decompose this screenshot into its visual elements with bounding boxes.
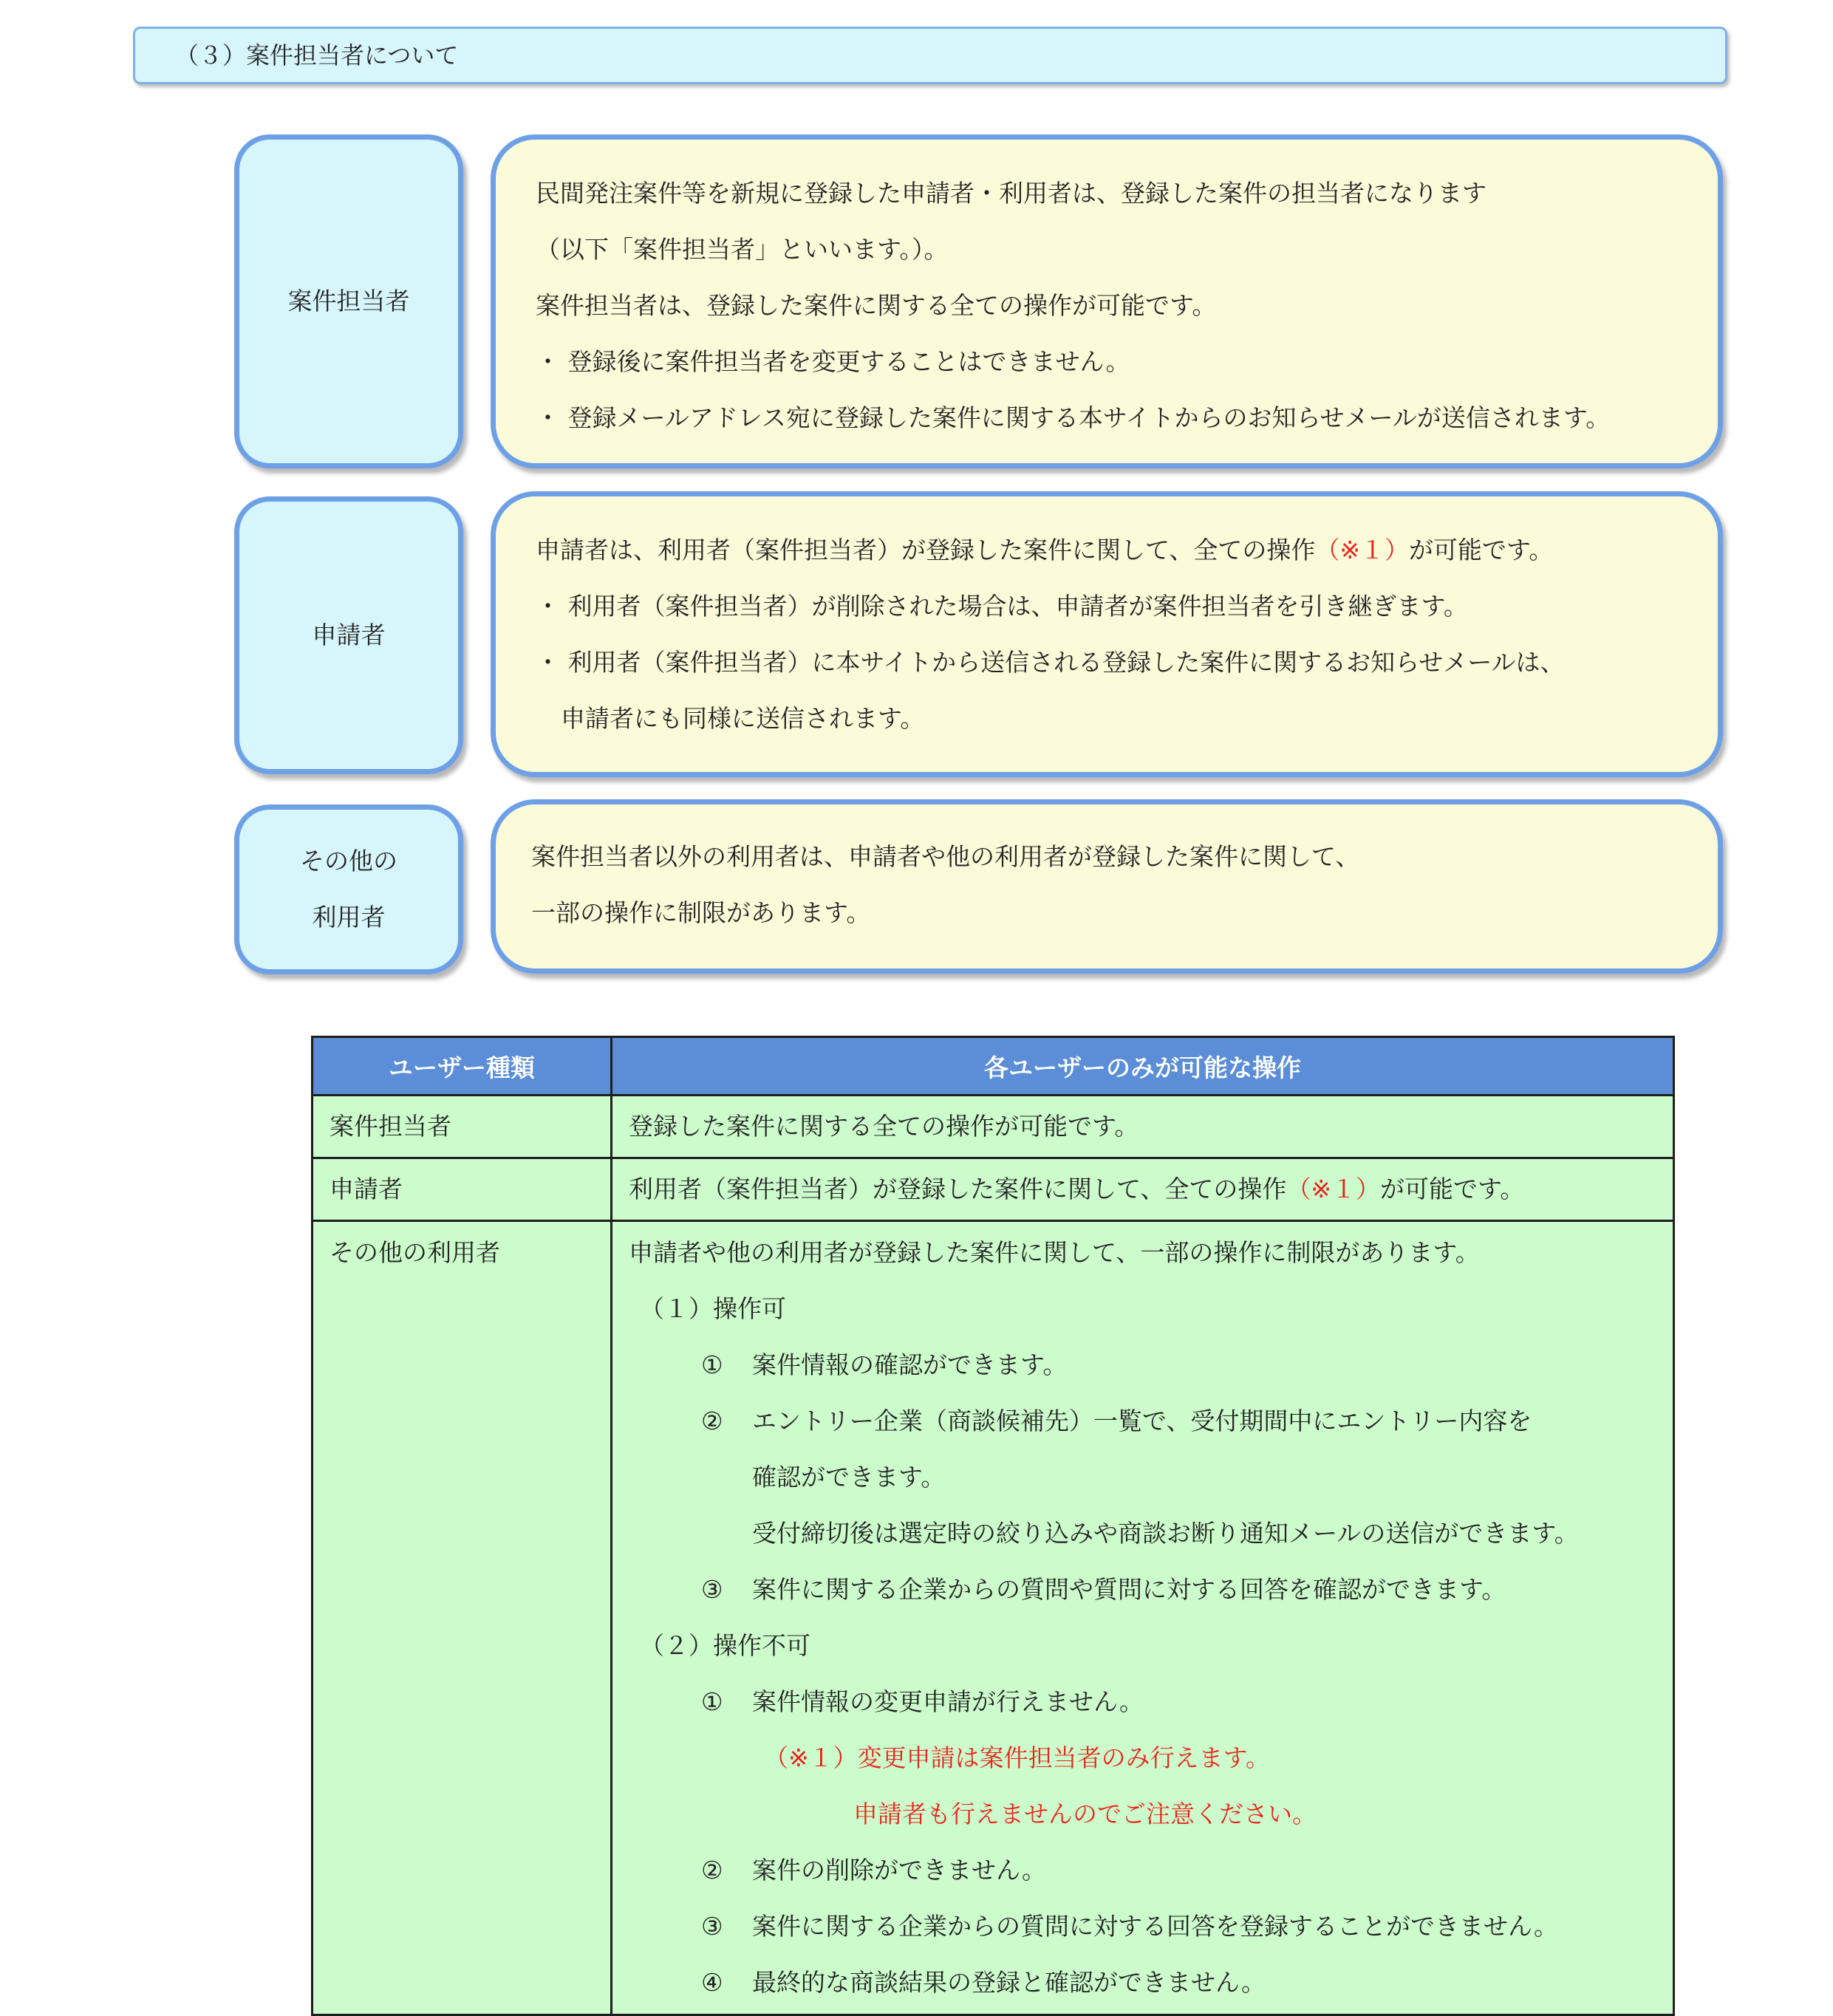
role-label: 利用者: [312, 903, 386, 932]
item-number: ①: [701, 1350, 723, 1379]
item-number: ③: [701, 1575, 723, 1604]
table-row: [313, 1221, 1674, 2015]
role-label: 案件担当者: [287, 287, 410, 315]
operation-cell: [612, 1158, 1674, 1221]
user-type-cell: 案件担当者: [313, 1096, 612, 1158]
allowed-item: [629, 1562, 1673, 1618]
item-number: ①: [701, 1687, 723, 1716]
user-type-cell: その他の利用者: [313, 1221, 612, 2015]
desc-box-applicant: [491, 491, 1723, 777]
desc-line: 民間発注案件等を新規に登録した申請者・利用者は、登録した案件の担当者になります: [536, 179, 1486, 208]
note-ref: （※１）: [1286, 1175, 1380, 1203]
denied-item: [629, 1674, 1673, 1730]
column-header: ユーザー種類: [313, 1037, 612, 1096]
role-box-applicant: [234, 496, 463, 774]
denied-item: [629, 1899, 1673, 1955]
item-text: 最終的な商談結果の登録と確認ができません。: [752, 1968, 1266, 1997]
desc-line: ・ 登録後に案件担当者を変更することはできません。: [536, 347, 1130, 376]
allowed-item: [629, 1393, 1673, 1449]
desc-line: [536, 522, 1553, 578]
operation-text: 利用者（案件担当者）が登録した案件に関して、全ての操作: [629, 1175, 1287, 1203]
section-title: （３）案件担当者について: [133, 27, 1727, 84]
desc-line: 案件担当者は、登録した案件に関する全ての操作が可能です。: [536, 291, 1217, 320]
allowed-item: [629, 1337, 1673, 1393]
desc-line: 一部の操作に制限があります。: [531, 898, 871, 927]
note-ref: （※１）: [1315, 536, 1409, 564]
user-type-cell: 申請者: [313, 1158, 612, 1221]
table-row: [313, 1096, 1674, 1158]
item-text: 案件の削除ができません。: [752, 1856, 1046, 1885]
desc-line: ・ 利用者（案件担当者）に本サイトから送信される登録した案件に関するお知らせメールは、: [536, 648, 1565, 677]
operation-cell: [612, 1221, 1674, 2015]
item-text: 案件情報の変更申請が行えません。: [752, 1687, 1144, 1716]
role-label: その他の: [300, 847, 397, 875]
denied-heading: （２）操作不可: [640, 1631, 810, 1660]
item-number: ③: [701, 1912, 723, 1941]
desc-line: ・ 登録メールアドレス宛に登録した案件に関する本サイトからのお知らせメールが送信されます。: [536, 403, 1611, 432]
column-header: 各ユーザーのみが可能な操作: [612, 1037, 1674, 1096]
red-note: （※１）変更申請は案件担当者のみ行えます。: [764, 1743, 1271, 1772]
item-number: ④: [701, 1968, 723, 1997]
item-text: 案件に関する企業からの質問に対する回答を登録することができません。: [752, 1912, 1558, 1941]
denied-item: [629, 1955, 1673, 2011]
desc-line: 案件担当者以外の利用者は、申請者や他の利用者が登録した案件に関して、: [531, 842, 1360, 871]
item-text: エントリー企業（商談候補先）一覧で、受付期間中にエントリー内容を: [752, 1407, 1532, 1435]
operation-intro: 申請者や他の利用者が登録した案件に関して、一部の操作に制限があります。: [629, 1238, 1480, 1267]
table-header-row: [313, 1037, 1674, 1096]
role-box-other-users: [234, 804, 463, 974]
operation-text: が可能です。: [1380, 1175, 1525, 1203]
item-number: ②: [701, 1856, 723, 1885]
item-number: ②: [701, 1407, 723, 1435]
desc-box-case-owner: [491, 134, 1723, 468]
denied-item: [629, 1842, 1673, 1899]
table-row: [313, 1158, 1674, 1221]
desc-box-other-users: [491, 799, 1723, 974]
desc-line: ・ 利用者（案件担当者）が削除された場合は、申請者が案件担当者を引き継ぎます。: [536, 592, 1468, 621]
item-text: 案件に関する企業からの質問や質問に対する回答を確認ができます。: [752, 1575, 1506, 1604]
role-label: 申請者: [312, 621, 386, 649]
item-text-continued: 確認ができます。: [752, 1463, 946, 1492]
item-text-continued: 受付締切後は選定時の絞り込みや商談お断り通知メールの送信ができます。: [752, 1519, 1579, 1548]
desc-text: 申請者は、利用者（案件担当者）が登録した案件に関して、全ての操作: [536, 536, 1316, 564]
desc-text: が可能です。: [1409, 536, 1554, 564]
desc-line: （以下「案件担当者」といいます。）。: [536, 235, 949, 264]
user-permissions-table: [311, 1036, 1675, 2016]
red-note: 申請者も行えませんのでご注意ください。: [853, 1800, 1317, 1828]
item-text: 案件情報の確認ができます。: [752, 1350, 1068, 1379]
role-box-case-owner: [234, 134, 463, 468]
desc-line: 申請者にも同様に送信されます。: [561, 704, 925, 733]
operation-cell: 登録した案件に関する全ての操作が可能です。: [612, 1096, 1674, 1158]
allowed-heading: （１）操作可: [640, 1294, 786, 1323]
